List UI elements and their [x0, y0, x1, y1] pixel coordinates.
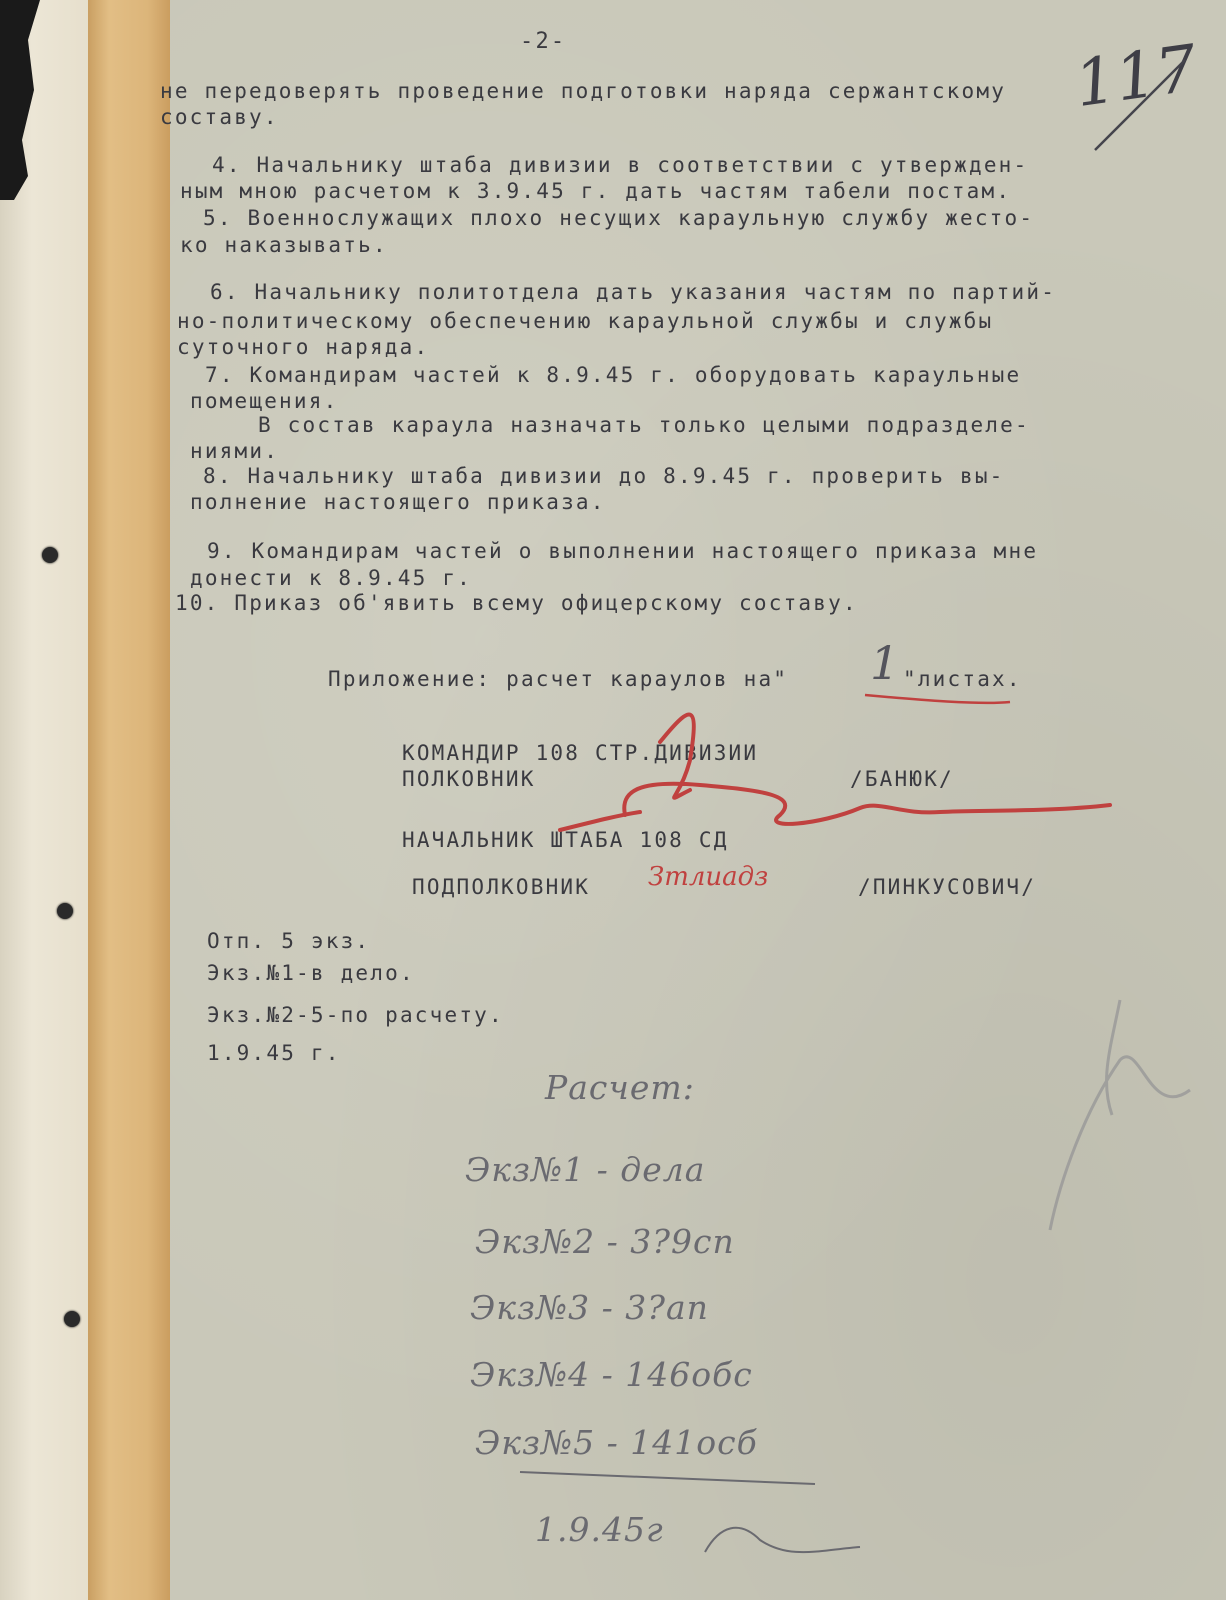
pencil-initials-scrawl-icon	[705, 1528, 860, 1552]
distribution-line: Экз.№2-5-по расчету.	[207, 1003, 504, 1027]
body-line: донести к 8.9.45 г.	[190, 566, 473, 590]
attachment-suffix: "листах.	[903, 667, 1022, 691]
note-date: 1.9.45г	[535, 1510, 664, 1549]
body-line: 4. Начальнику штаба дивизии в соответствии с утвержден-	[212, 153, 1029, 177]
note-heading: Расчет:	[545, 1068, 695, 1107]
body-line: помещения.	[190, 389, 339, 413]
attachment-prefix: Приложение: расчет караулов на"	[328, 667, 789, 691]
body-line: ниями.	[190, 439, 280, 463]
body-line: 8. Начальнику штаба дивизии до 8.9.45 г. проверить вы-	[203, 464, 1005, 488]
commander-rank: ПОЛКОВНИК	[402, 767, 536, 791]
note-line: Экз№3 - 3?ап	[470, 1288, 709, 1327]
body-line: но-политическому обеспечению караульной службы и службы	[177, 309, 994, 333]
attachment-sheet-count: 1	[870, 636, 900, 690]
archive-sheet-number: 117	[1070, 31, 1202, 123]
body-line: 5. Военнослужащих плохо несущих караульную службу жесто-	[203, 206, 1035, 230]
chief-of-staff-handwritten: Зтлиадз	[648, 862, 769, 892]
distribution-line: 1.9.45 г.	[207, 1041, 341, 1065]
note-line: Экз№4 - 146обс	[470, 1355, 753, 1394]
chief-of-staff-name: /ПИНКУСОВИЧ/	[858, 875, 1037, 899]
body-line: В состав караула назначать только целыми подразделе-	[258, 413, 1030, 437]
body-line: ным мною расчетом к 3.9.45 г. дать частям табели постам.	[180, 179, 1012, 203]
page-number: -2-	[520, 29, 567, 54]
note-line: Экз№2 - 3?9сп	[475, 1222, 735, 1261]
commander-signature-icon	[560, 714, 1110, 830]
red-underline-stroke	[865, 695, 1010, 703]
commander-title: КОМАНДИР 108 СТР.ДИВИЗИИ	[402, 741, 759, 765]
body-line: суточного наряда.	[177, 335, 430, 359]
distribution-line: Экз.№1-в дело.	[207, 961, 415, 985]
body-line: 10. Приказ об'явить всему офицерскому составу.	[175, 591, 858, 615]
body-line: 7. Командирам частей к 8.9.45 г. оборудовать караульные	[205, 363, 1022, 387]
note-line: Экз№5 - 141осб	[475, 1423, 758, 1462]
chief-of-staff-rank: ПОДПОЛКОВНИК	[412, 875, 591, 899]
commander-name: /БАНЮК/	[850, 767, 954, 791]
body-line: ко наказывать.	[180, 233, 388, 257]
body-line: 9. Командирам частей о выполнении настоящего приказа мне	[207, 539, 1039, 563]
body-line: полнение настоящего приказа.	[190, 490, 606, 514]
faint-pencil-mark-icon	[1050, 1000, 1190, 1230]
pencil-rule-line	[520, 1472, 815, 1484]
body-line: 6. Начальнику политотдела дать указания частям по партий-	[210, 280, 1057, 304]
note-line: Экз№1 - дела	[465, 1150, 706, 1189]
archive-number-slash	[1095, 60, 1185, 150]
body-line: составу.	[160, 105, 279, 129]
distribution-line: Отп. 5 экз.	[207, 929, 371, 953]
chief-of-staff-title: НАЧАЛЬНИК ШТАБА 108 СД	[402, 828, 729, 852]
body-line: не передоверять проведение подготовки наряда сержантскому	[160, 79, 1007, 103]
